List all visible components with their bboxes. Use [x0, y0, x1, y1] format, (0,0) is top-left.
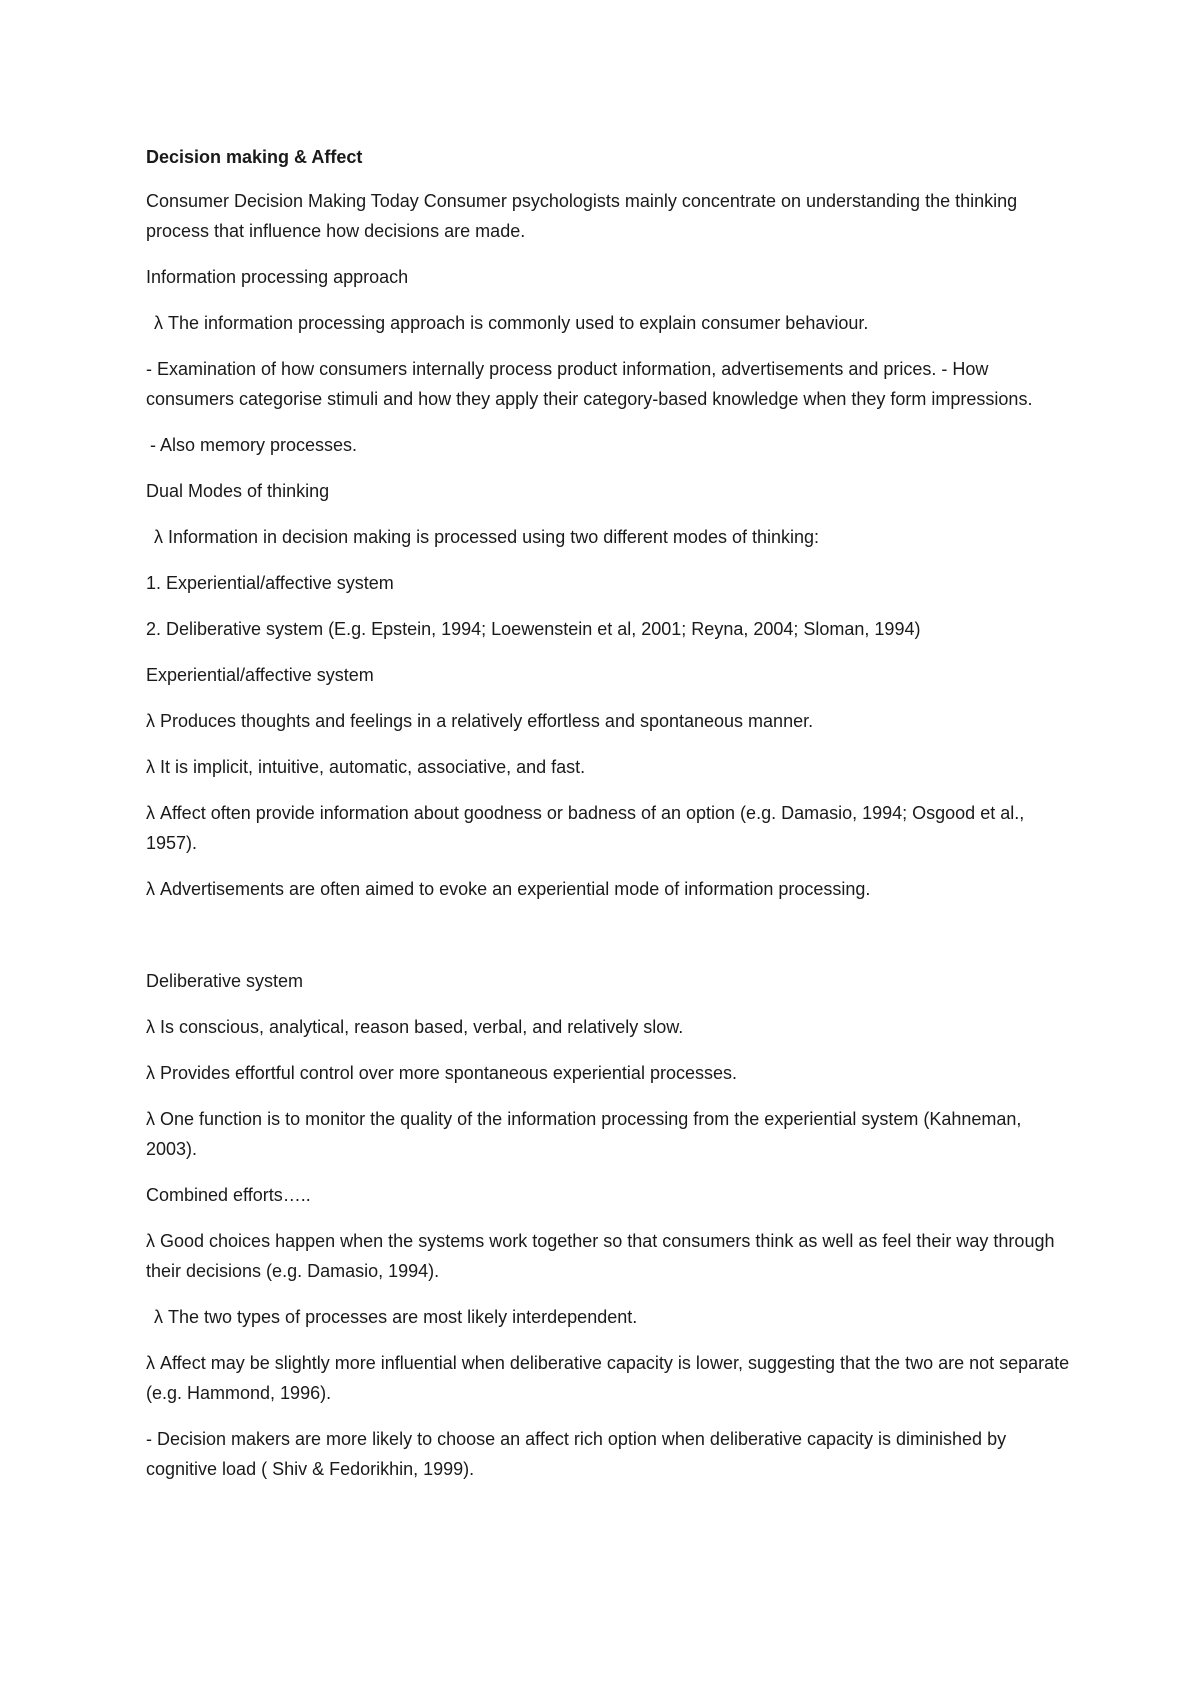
bullet-delib-2: λ Provides effortful control over more spontaneous experiential processes. [146, 1063, 737, 1083]
paragraph-info-2: - Examination of how consumers internally process product information, advertisements and prices. - How consumers categorise stimuli and how they apply their category-based knowledge when they form impressions. [146, 359, 1033, 409]
bullet-exp-4: λ Advertisements are often aimed to evoke an experiential mode of information processing. [146, 879, 871, 899]
list-item-deliberative: 2. Deliberative system (E.g. Epstein, 1994; Loewenstein et al, 2001; Reyna, 2004; Sloman, 1994) [146, 619, 921, 639]
bullet-delib-1: λ Is conscious, analytical, reason based, verbal, and relatively slow. [146, 1017, 684, 1037]
bullet-comb-2: λ The two types of processes are most likely interdependent. [154, 1307, 638, 1327]
document-title: Decision making & Affect [146, 147, 363, 167]
bullet-delib-3: λ One function is to monitor the quality of the information processing from the experiential system (Kahneman, 2003). [146, 1109, 1022, 1159]
bullet-dual-1: λ Information in decision making is processed using two different modes of thinking: [154, 527, 820, 547]
heading-dual-modes: Dual Modes of thinking [146, 481, 330, 501]
bullet-exp-1: λ Produces thoughts and feelings in a relatively effortless and spontaneous manner. [146, 711, 814, 731]
heading-combined-efforts: Combined efforts….. [146, 1185, 311, 1205]
list-item-experiential: 1. Experiential/affective system [146, 573, 394, 593]
bullet-info-1: λ The information processing approach is commonly used to explain consumer behaviour. [154, 313, 869, 333]
bullet-exp-3: λ Affect often provide information about goodness or badness of an option (e.g. Damasio, 1994; Osgood et al., 1957). [146, 803, 1025, 853]
heading-experiential-system: Experiential/affective system [146, 665, 374, 685]
bullet-comb-1: λ Good choices happen when the systems work together so that consumers think as well as feel their way through their decisions (e.g. Damasio, 1994). [146, 1231, 1055, 1281]
heading-deliberative-system: Deliberative system [146, 971, 304, 991]
bullet-comb-3: λ Affect may be slightly more influential when deliberative capacity is lower, suggesting that the two are not separate (e.g. Hammond, 1996). [146, 1353, 1070, 1403]
paragraph-comb-4: - Decision makers are more likely to choose an affect rich option when deliberative capacity is diminished by cognitive load ( Shiv & Fedorikhin, 1999). [146, 1429, 1007, 1479]
blank-line [146, 920, 1076, 966]
paragraph-info-3: - Also memory processes. [150, 435, 358, 455]
heading-information-processing: Information processing approach [146, 267, 409, 287]
bullet-exp-2: λ It is implicit, intuitive, automatic, associative, and fast. [146, 757, 586, 777]
document-body [146, 142, 1076, 1500]
paragraph-intro: Consumer Decision Making Today Consumer psychologists mainly concentrate on understanding the thinking process that influence how decisions are made. [146, 191, 1018, 241]
